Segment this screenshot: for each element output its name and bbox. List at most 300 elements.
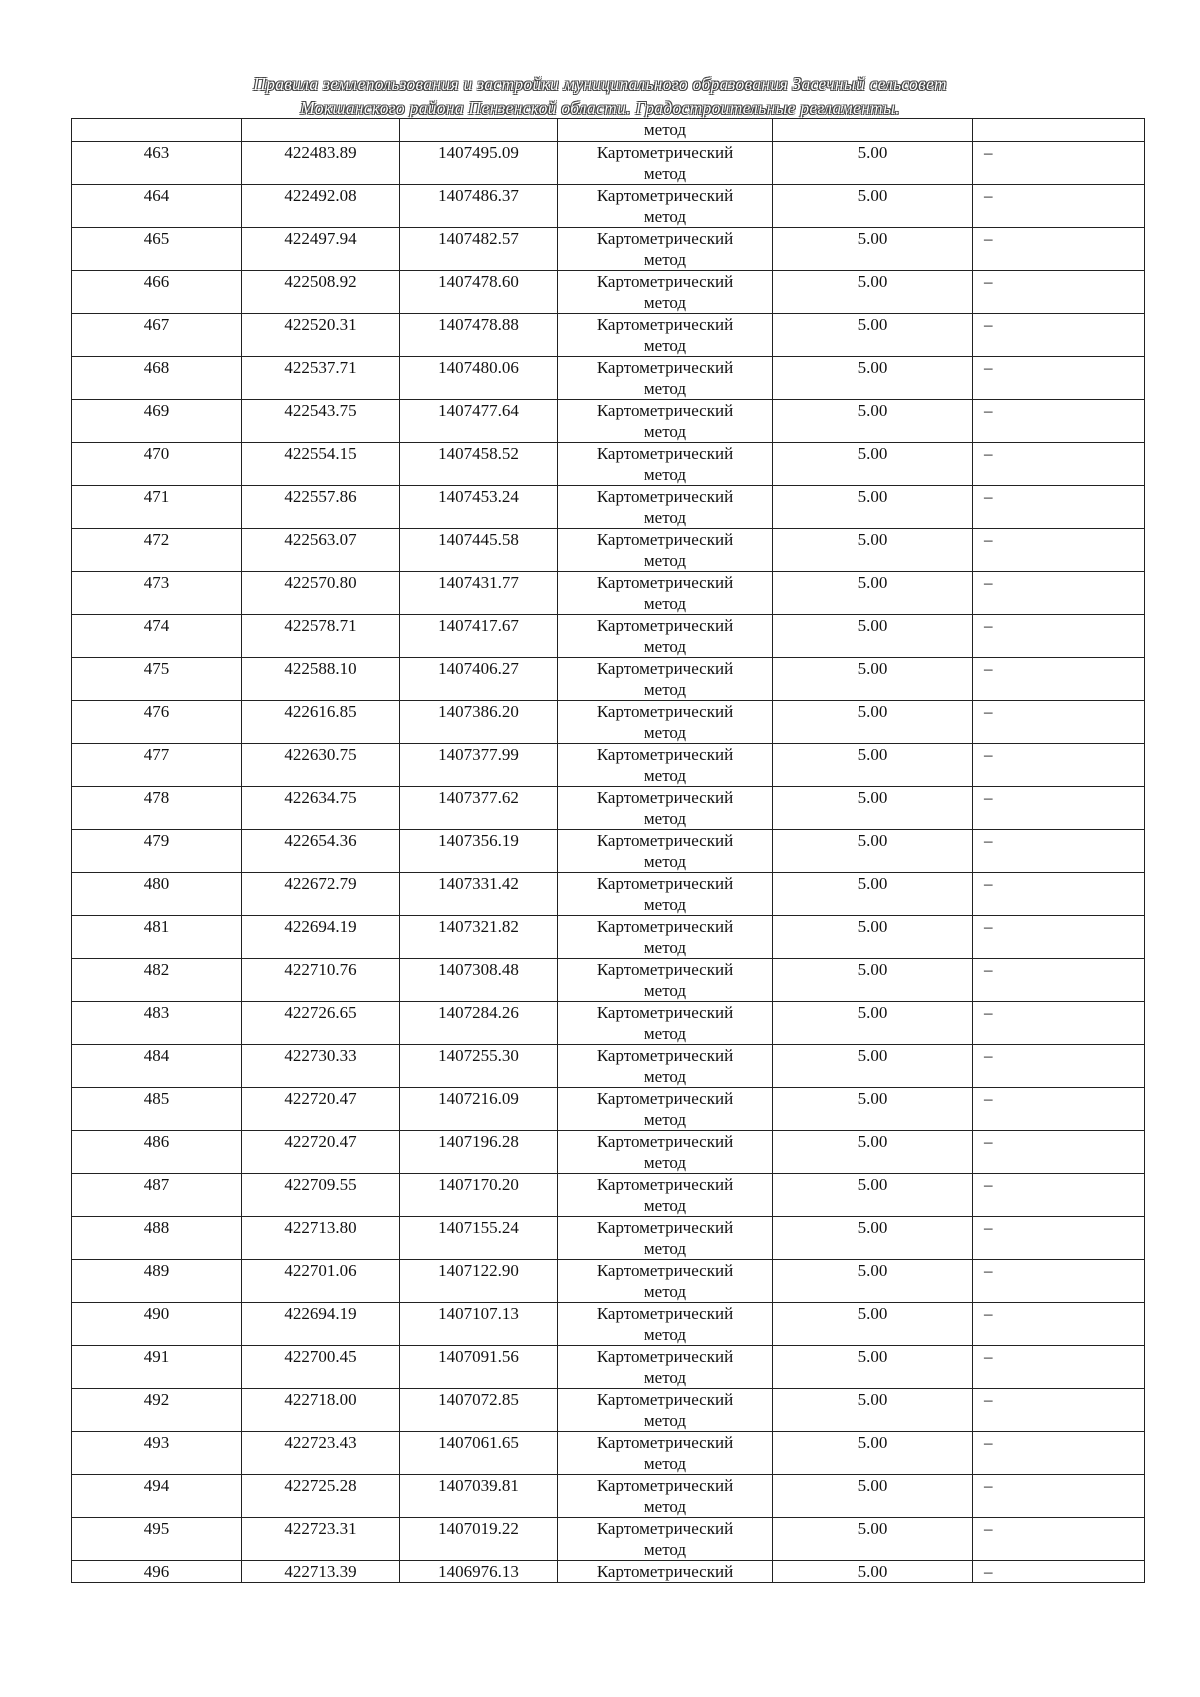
table-cell <box>72 119 242 142</box>
point-number-cell: 475 <box>72 657 242 700</box>
y-coordinate-cell: 1407255.30 <box>400 1044 558 1087</box>
x-coordinate-cell: 422672.79 <box>242 872 400 915</box>
table-row <box>72 1173 1145 1216</box>
mark-cell: – <box>973 1388 1145 1431</box>
method-line-1: Картометрический <box>596 529 734 549</box>
x-coordinate-cell: 422654.36 <box>242 829 400 872</box>
method-line-2: метод <box>643 1453 687 1473</box>
method-cell <box>558 485 773 528</box>
method-line-2: метод <box>643 249 687 269</box>
y-coordinate-cell: 1407061.65 <box>400 1431 558 1474</box>
method-line-1: Картометрический <box>596 1260 734 1280</box>
point-number-cell: 483 <box>72 1001 242 1044</box>
table-row <box>72 1044 1145 1087</box>
method-cell <box>558 1474 773 1517</box>
method-line-2: метод <box>643 550 687 570</box>
method-cell <box>558 1517 773 1560</box>
mark-cell: – <box>973 485 1145 528</box>
mark-cell: – <box>973 1474 1145 1517</box>
method-line-1: Картометрический <box>596 400 734 420</box>
y-coordinate-cell: 1407478.88 <box>400 313 558 356</box>
y-coordinate-cell: 1407039.81 <box>400 1474 558 1517</box>
y-coordinate-cell: 1407482.57 <box>400 227 558 270</box>
mark-cell: – <box>973 614 1145 657</box>
mark-cell: – <box>973 1001 1145 1044</box>
method-line-1: Картометрический <box>596 271 734 291</box>
point-number-cell: 482 <box>72 958 242 1001</box>
mark-cell: – <box>973 1044 1145 1087</box>
accuracy-cell: 5.00 <box>773 313 973 356</box>
method-line-2: метод <box>643 980 687 1000</box>
method-cell <box>558 571 773 614</box>
accuracy-cell: 5.00 <box>773 1474 973 1517</box>
y-coordinate-cell: 1407308.48 <box>400 958 558 1001</box>
point-number-cell: 464 <box>72 184 242 227</box>
x-coordinate-cell: 422710.76 <box>242 958 400 1001</box>
method-line-1: Картометрический <box>596 615 734 635</box>
method-cell <box>558 227 773 270</box>
method-line-2: метод <box>643 1281 687 1301</box>
accuracy-cell: 5.00 <box>773 1173 973 1216</box>
method-line-2: метод <box>643 808 687 828</box>
table-row <box>72 184 1145 227</box>
table-row <box>72 270 1145 313</box>
mark-cell: – <box>973 313 1145 356</box>
x-coordinate-cell: 422720.47 <box>242 1130 400 1173</box>
accuracy-cell: 5.00 <box>773 829 973 872</box>
method-line-2: метод <box>643 765 687 785</box>
method-line-1: Картометрический <box>596 1131 734 1151</box>
table-row <box>72 1388 1145 1431</box>
method-cell <box>558 1216 773 1259</box>
method-cell <box>558 1044 773 1087</box>
method-line-1: Картометрический <box>596 142 734 162</box>
x-coordinate-cell: 422701.06 <box>242 1259 400 1302</box>
method-cell <box>558 872 773 915</box>
accuracy-cell: 5.00 <box>773 528 973 571</box>
point-number-cell: 466 <box>72 270 242 313</box>
y-coordinate-cell: 1407019.22 <box>400 1517 558 1560</box>
method-cell <box>558 1259 773 1302</box>
y-coordinate-cell: 1406976.13 <box>400 1560 558 1583</box>
x-coordinate-cell: 422578.71 <box>242 614 400 657</box>
method-line-1: Картометрический <box>596 443 734 463</box>
method-line-1: Картометрический <box>596 1002 734 1022</box>
accuracy-cell: 5.00 <box>773 614 973 657</box>
point-number-cell: 471 <box>72 485 242 528</box>
accuracy-cell: 5.00 <box>773 1130 973 1173</box>
method-line-2: метод <box>643 1195 687 1215</box>
mark-cell: – <box>973 141 1145 184</box>
x-coordinate-cell: 422588.10 <box>242 657 400 700</box>
x-coordinate-cell: 422730.33 <box>242 1044 400 1087</box>
point-number-cell: 470 <box>72 442 242 485</box>
accuracy-cell: 5.00 <box>773 700 973 743</box>
header-line-1: Правила землепользования и застройки муниципального образования Засечный сельсовет <box>253 74 947 94</box>
accuracy-cell: 5.00 <box>773 1560 973 1583</box>
accuracy-cell: 5.00 <box>773 227 973 270</box>
table-row <box>72 442 1145 485</box>
method-line-1: Картометрический <box>596 959 734 979</box>
x-coordinate-cell: 422543.75 <box>242 399 400 442</box>
x-coordinate-cell: 422726.65 <box>242 1001 400 1044</box>
y-coordinate-cell: 1407072.85 <box>400 1388 558 1431</box>
method-line-2: метод <box>643 679 687 699</box>
point-number-cell: 487 <box>72 1173 242 1216</box>
point-number-cell: 492 <box>72 1388 242 1431</box>
accuracy-cell: 5.00 <box>773 485 973 528</box>
method-cell <box>558 1130 773 1173</box>
method-line-2: метод <box>643 206 687 226</box>
table-row <box>72 657 1145 700</box>
point-number-cell: 488 <box>72 1216 242 1259</box>
table-row <box>72 700 1145 743</box>
point-number-cell: 495 <box>72 1517 242 1560</box>
method-cell <box>558 1087 773 1130</box>
point-number-cell: 479 <box>72 829 242 872</box>
mark-cell: – <box>973 1130 1145 1173</box>
point-number-cell: 474 <box>72 614 242 657</box>
method-line-2: метод <box>643 1066 687 1086</box>
method-cell <box>558 270 773 313</box>
y-coordinate-cell: 1407406.27 <box>400 657 558 700</box>
method-cell <box>558 1345 773 1388</box>
mark-cell: – <box>973 1345 1145 1388</box>
table-row <box>72 399 1145 442</box>
method-line-1: Картометрический <box>596 830 734 850</box>
y-coordinate-cell: 1407170.20 <box>400 1173 558 1216</box>
method-line-2: метод <box>643 421 687 441</box>
x-coordinate-cell: 422483.89 <box>242 141 400 184</box>
table-row <box>72 1130 1145 1173</box>
method-cell <box>558 958 773 1001</box>
table-row <box>72 958 1145 1001</box>
mark-cell: – <box>973 270 1145 313</box>
method-line-1: Картометрический <box>596 787 734 807</box>
method-cell <box>558 915 773 958</box>
method-cell <box>558 1001 773 1044</box>
coordinates-table <box>71 118 1145 1583</box>
method-line-2: метод <box>643 1410 687 1430</box>
y-coordinate-cell: 1407480.06 <box>400 356 558 399</box>
method-line-1: Картометрический <box>596 1174 734 1194</box>
y-coordinate-cell: 1407284.26 <box>400 1001 558 1044</box>
method-line-2: метод <box>643 894 687 914</box>
y-coordinate-cell: 1407331.42 <box>400 872 558 915</box>
method-cell <box>558 657 773 700</box>
point-number-cell: 496 <box>72 1560 242 1583</box>
method-line-2: метод <box>643 722 687 742</box>
x-coordinate-cell: 422616.85 <box>242 700 400 743</box>
x-coordinate-cell: 422492.08 <box>242 184 400 227</box>
point-number-cell: 467 <box>72 313 242 356</box>
table-row <box>72 872 1145 915</box>
table-cell <box>400 119 558 142</box>
table-row <box>72 141 1145 184</box>
method-cell <box>558 313 773 356</box>
x-coordinate-cell: 422630.75 <box>242 743 400 786</box>
accuracy-cell: 5.00 <box>773 1431 973 1474</box>
page-header <box>100 72 1100 120</box>
x-coordinate-cell: 422723.31 <box>242 1517 400 1560</box>
method-line-2: метод <box>643 593 687 613</box>
point-number-cell: 481 <box>72 915 242 958</box>
accuracy-cell: 5.00 <box>773 872 973 915</box>
accuracy-cell: 5.00 <box>773 1087 973 1130</box>
point-number-cell: 473 <box>72 571 242 614</box>
table-row <box>72 829 1145 872</box>
method-line-1: Картометрический <box>596 916 734 936</box>
method-line-2: метод <box>643 1539 687 1559</box>
y-coordinate-cell: 1407107.13 <box>400 1302 558 1345</box>
mark-cell: – <box>973 1173 1145 1216</box>
accuracy-cell: 5.00 <box>773 356 973 399</box>
y-coordinate-cell: 1407122.90 <box>400 1259 558 1302</box>
accuracy-cell: 5.00 <box>773 915 973 958</box>
table-row <box>72 528 1145 571</box>
method-line-2: метод <box>643 1109 687 1129</box>
table-row <box>72 1431 1145 1474</box>
point-number-cell: 494 <box>72 1474 242 1517</box>
x-coordinate-cell: 422700.45 <box>242 1345 400 1388</box>
method-cell <box>558 399 773 442</box>
x-coordinate-cell: 422634.75 <box>242 786 400 829</box>
point-number-cell: 469 <box>72 399 242 442</box>
accuracy-cell: 5.00 <box>773 958 973 1001</box>
point-number-cell: 489 <box>72 1259 242 1302</box>
accuracy-cell: 5.00 <box>773 571 973 614</box>
point-number-cell: 465 <box>72 227 242 270</box>
accuracy-cell: 5.00 <box>773 399 973 442</box>
method-line-1: Картометрический <box>596 1346 734 1366</box>
method-line-2: метод <box>643 851 687 871</box>
accuracy-cell: 5.00 <box>773 1388 973 1431</box>
method-line-1: Картометрический <box>596 1045 734 1065</box>
method-line-1: Картометрический <box>596 873 734 893</box>
mark-cell: – <box>973 872 1145 915</box>
method-cell <box>558 614 773 657</box>
mark-cell: – <box>973 657 1145 700</box>
method-line-1: Картометрический <box>596 572 734 592</box>
y-coordinate-cell: 1407486.37 <box>400 184 558 227</box>
table-row <box>72 1259 1145 1302</box>
mark-cell: – <box>973 700 1145 743</box>
method-cell <box>558 356 773 399</box>
x-coordinate-cell: 422720.47 <box>242 1087 400 1130</box>
method-line-2: метод <box>643 335 687 355</box>
method-line-1: Картометрический <box>596 744 734 764</box>
mark-cell: – <box>973 1517 1145 1560</box>
x-coordinate-cell: 422497.94 <box>242 227 400 270</box>
point-number-cell: 472 <box>72 528 242 571</box>
mark-cell: – <box>973 786 1145 829</box>
accuracy-cell: 5.00 <box>773 1302 973 1345</box>
x-coordinate-cell: 422554.15 <box>242 442 400 485</box>
method-cell <box>558 1173 773 1216</box>
method-line-2: метод <box>643 636 687 656</box>
accuracy-cell: 5.00 <box>773 786 973 829</box>
table-cell <box>973 119 1145 142</box>
table-row <box>72 1474 1145 1517</box>
method-line-1: Картометрический <box>596 314 734 334</box>
method-cell <box>558 528 773 571</box>
table-cell <box>773 119 973 142</box>
y-coordinate-cell: 1407417.67 <box>400 614 558 657</box>
method-line-2: метод <box>643 292 687 312</box>
table-row <box>72 743 1145 786</box>
accuracy-cell: 5.00 <box>773 270 973 313</box>
mark-cell: – <box>973 1259 1145 1302</box>
method-cell <box>558 786 773 829</box>
mark-cell: – <box>973 356 1145 399</box>
method-line-1: Картометрический <box>596 701 734 721</box>
method-line-1: Картометрический <box>596 486 734 506</box>
table-row <box>72 227 1145 270</box>
y-coordinate-cell: 1407453.24 <box>400 485 558 528</box>
method-line-2: метод <box>643 1496 687 1516</box>
y-coordinate-cell: 1407445.58 <box>400 528 558 571</box>
table-row <box>72 571 1145 614</box>
y-coordinate-cell: 1407458.52 <box>400 442 558 485</box>
method-line-1: Картометрический <box>596 228 734 248</box>
point-number-cell: 478 <box>72 786 242 829</box>
mark-cell: – <box>973 399 1145 442</box>
method-line-2: метод <box>643 163 687 183</box>
x-coordinate-cell: 422570.80 <box>242 571 400 614</box>
x-coordinate-cell: 422537.71 <box>242 356 400 399</box>
method-line-1: Картометрический <box>596 1088 734 1108</box>
table-row-last <box>72 1560 1145 1583</box>
method-line-1: Картометрический <box>596 1518 734 1538</box>
y-coordinate-cell: 1407478.60 <box>400 270 558 313</box>
method-line-1: Картометрический <box>596 658 734 678</box>
method-cell <box>558 1431 773 1474</box>
y-coordinate-cell: 1407431.77 <box>400 571 558 614</box>
mark-cell: – <box>973 743 1145 786</box>
mark-cell: – <box>973 571 1145 614</box>
y-coordinate-cell: 1407196.28 <box>400 1130 558 1173</box>
x-coordinate-cell: 422520.31 <box>242 313 400 356</box>
method-line-2: метод <box>643 1238 687 1258</box>
method-line-2: метод <box>643 1367 687 1387</box>
point-number-cell: 480 <box>72 872 242 915</box>
method-cell <box>558 1302 773 1345</box>
table-row <box>72 1216 1145 1259</box>
table-row <box>72 1517 1145 1560</box>
method-cell <box>558 141 773 184</box>
mark-cell: – <box>973 528 1145 571</box>
method-line-2: метод <box>643 1152 687 1172</box>
mark-cell: – <box>973 227 1145 270</box>
method-cell <box>558 184 773 227</box>
method-cell: Картометрический <box>558 1560 773 1583</box>
point-number-cell: 493 <box>72 1431 242 1474</box>
method-line-2: метод <box>643 1324 687 1344</box>
point-number-cell: 468 <box>72 356 242 399</box>
method-line-1: Картометрический <box>596 1475 734 1495</box>
y-coordinate-cell: 1407321.82 <box>400 915 558 958</box>
accuracy-cell: 5.00 <box>773 184 973 227</box>
method-cell <box>558 743 773 786</box>
method-cell: метод <box>558 119 773 142</box>
mark-cell: – <box>973 958 1145 1001</box>
method-line-2: метод <box>643 1023 687 1043</box>
method-line-1: Картометрический <box>596 185 734 205</box>
header-line-2: Мокшанского района Пензенской области. Градостроительные регламенты. <box>300 98 900 118</box>
y-coordinate-cell: 1407377.62 <box>400 786 558 829</box>
mark-cell: – <box>973 1302 1145 1345</box>
table-row-continued <box>72 119 1145 142</box>
x-coordinate-cell: 422694.19 <box>242 1302 400 1345</box>
table-row <box>72 485 1145 528</box>
table-row <box>72 356 1145 399</box>
accuracy-cell: 5.00 <box>773 442 973 485</box>
accuracy-cell: 5.00 <box>773 743 973 786</box>
accuracy-cell: 5.00 <box>773 1044 973 1087</box>
method-cell <box>558 442 773 485</box>
accuracy-cell: 5.00 <box>773 1259 973 1302</box>
method-line-2: метод <box>643 464 687 484</box>
method-cell <box>558 700 773 743</box>
point-number-cell: 463 <box>72 141 242 184</box>
y-coordinate-cell: 1407495.09 <box>400 141 558 184</box>
accuracy-cell: 5.00 <box>773 141 973 184</box>
point-number-cell: 476 <box>72 700 242 743</box>
table-row <box>72 1345 1145 1388</box>
mark-cell: – <box>973 829 1145 872</box>
x-coordinate-cell: 422723.43 <box>242 1431 400 1474</box>
mark-cell: – <box>973 442 1145 485</box>
table-cell <box>242 119 400 142</box>
x-coordinate-cell: 422713.39 <box>242 1560 400 1583</box>
method-line-2: метод <box>643 378 687 398</box>
point-number-cell: 490 <box>72 1302 242 1345</box>
x-coordinate-cell: 422694.19 <box>242 915 400 958</box>
point-number-cell: 485 <box>72 1087 242 1130</box>
method-line-1: Картометрический <box>596 357 734 377</box>
accuracy-cell: 5.00 <box>773 1345 973 1388</box>
method-line-1: Картометрический <box>596 1432 734 1452</box>
y-coordinate-cell: 1407377.99 <box>400 743 558 786</box>
table-row <box>72 614 1145 657</box>
x-coordinate-cell: 422709.55 <box>242 1173 400 1216</box>
y-coordinate-cell: 1407477.64 <box>400 399 558 442</box>
table-row <box>72 1087 1145 1130</box>
x-coordinate-cell: 422557.86 <box>242 485 400 528</box>
x-coordinate-cell: 422713.80 <box>242 1216 400 1259</box>
method-line-1: Картометрический <box>596 1303 734 1323</box>
method-line-1: Картометрический <box>596 1389 734 1409</box>
accuracy-cell: 5.00 <box>773 657 973 700</box>
method-line-2: метод <box>643 507 687 527</box>
mark-cell: – <box>973 1560 1145 1583</box>
point-number-cell: 486 <box>72 1130 242 1173</box>
mark-cell: – <box>973 184 1145 227</box>
x-coordinate-cell: 422563.07 <box>242 528 400 571</box>
y-coordinate-cell: 1407386.20 <box>400 700 558 743</box>
method-cell <box>558 1388 773 1431</box>
y-coordinate-cell: 1407091.56 <box>400 1345 558 1388</box>
x-coordinate-cell: 422725.28 <box>242 1474 400 1517</box>
method-line-1: Картометрический <box>596 1217 734 1237</box>
x-coordinate-cell: 422508.92 <box>242 270 400 313</box>
mark-cell: – <box>973 1087 1145 1130</box>
point-number-cell: 477 <box>72 743 242 786</box>
mark-cell: – <box>973 1216 1145 1259</box>
point-number-cell: 484 <box>72 1044 242 1087</box>
table-row <box>72 1001 1145 1044</box>
accuracy-cell: 5.00 <box>773 1216 973 1259</box>
